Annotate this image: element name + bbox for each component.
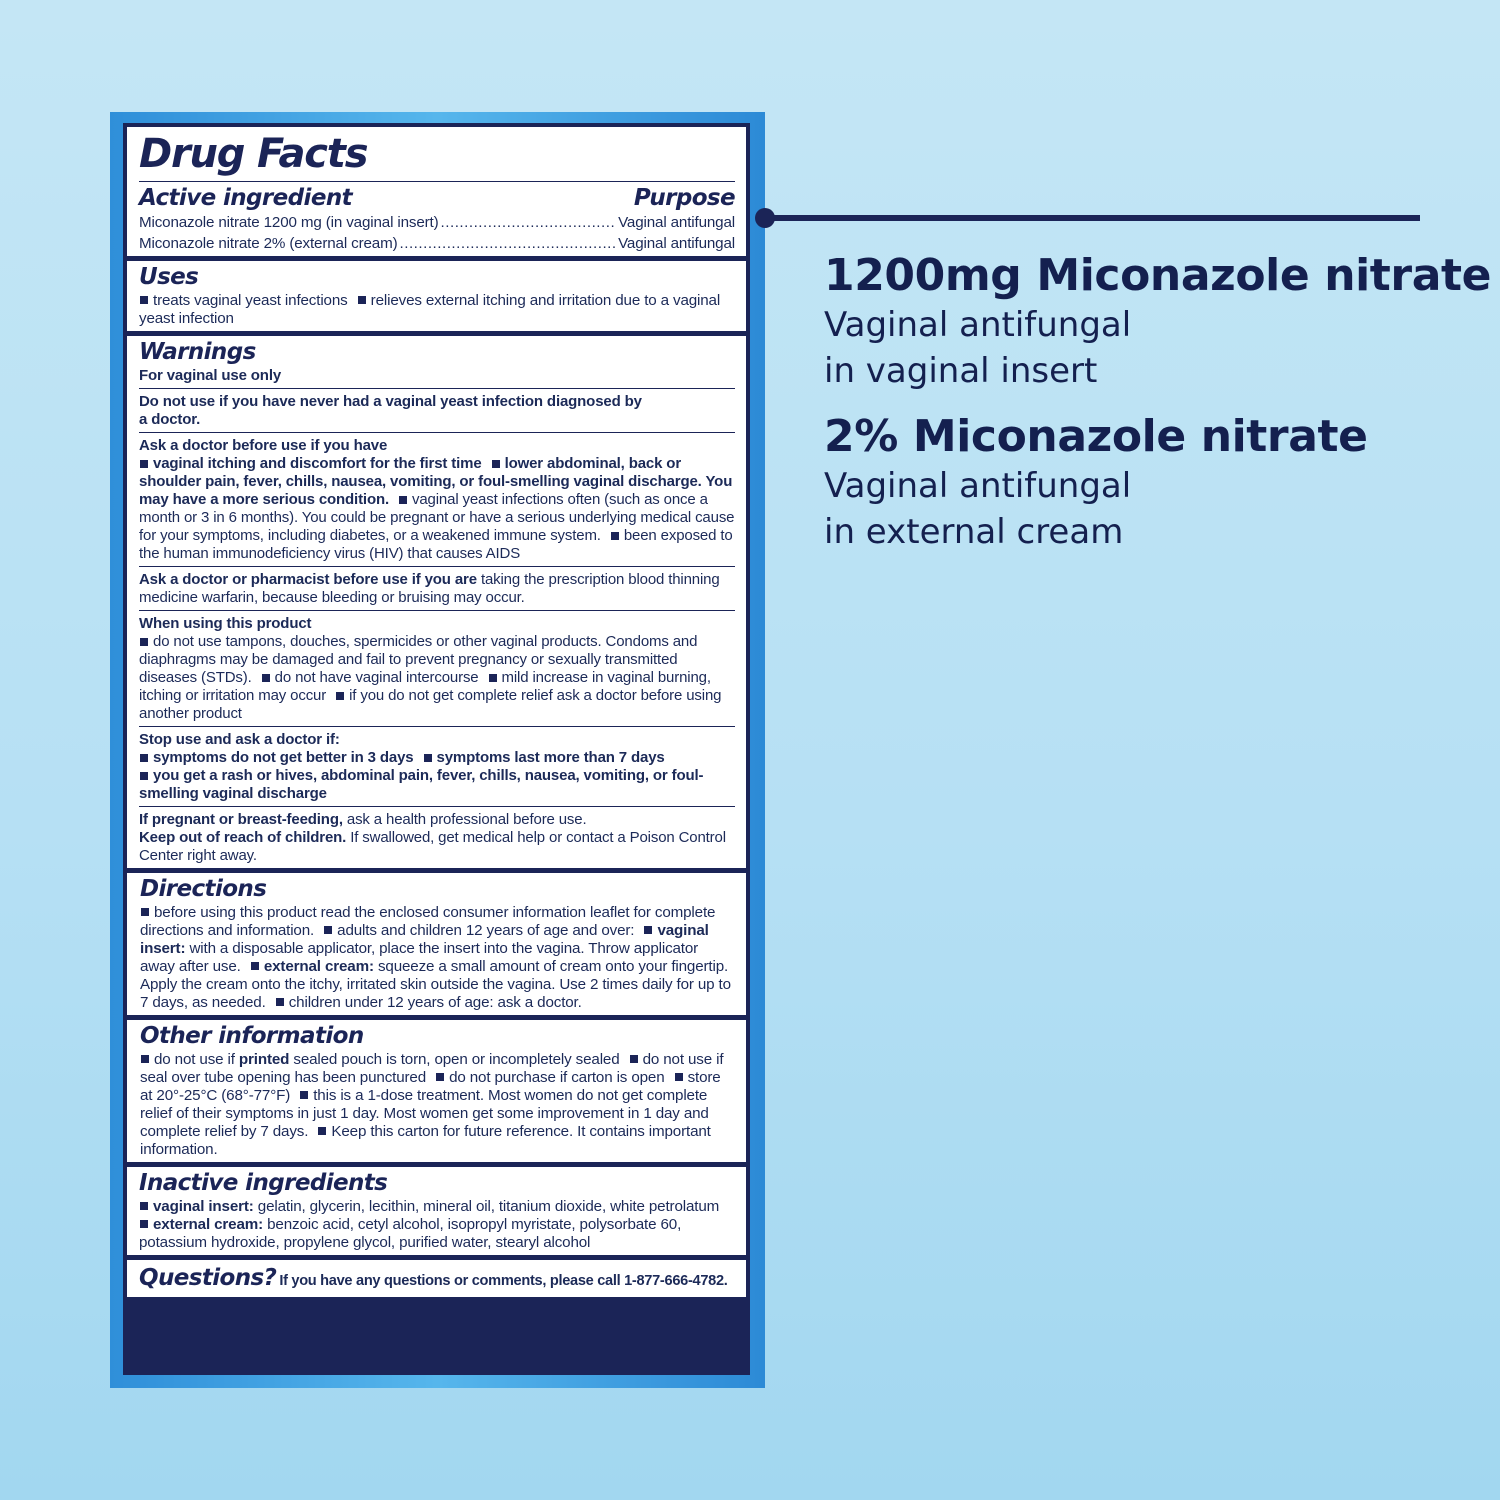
bullet-icon — [318, 1127, 326, 1135]
direction-item: before using this product read the enclosed consumer information leaflet for complete directions and information. — [140, 904, 716, 939]
bullet-icon — [140, 638, 148, 646]
bullet-icon — [141, 1055, 149, 1063]
leader-dots — [441, 214, 617, 232]
ask-doctor-item: vaginal itching and discomfort for the first time — [153, 455, 482, 472]
other-item: do not use if seal over tube opening has been punctured — [140, 1051, 724, 1086]
keep-out-block — [139, 829, 735, 865]
bullet-icon — [140, 1220, 148, 1228]
claim-cream — [824, 411, 1368, 555]
divider — [139, 432, 735, 433]
warnings-section — [127, 336, 746, 868]
other-item: sealed pouch is torn, open or incompletely sealed — [293, 1051, 620, 1068]
direction-item: with a disposable applicator, place the insert into the vagina. Throw applicator away after use. — [140, 940, 699, 975]
inactive-ingredients-section — [127, 1167, 746, 1255]
when-using-item: mild increase in vaginal burning, itching or irritation may occur — [139, 669, 711, 704]
inactive-text: benzoic acid, cetyl alcohol, isopropyl myristate, polysorbate 60, potassium hydroxide, propylene glycol, purified water, stearyl alcohol — [139, 1216, 682, 1251]
claim-insert — [824, 250, 1491, 394]
directions-section — [127, 873, 746, 1015]
uses-section — [127, 261, 746, 331]
active-ingredient-header — [139, 184, 735, 213]
claim-line: in vaginal insert — [824, 351, 1098, 391]
claim-headline: 1200mg Miconazole nitrate — [824, 250, 1492, 301]
other-item-bold: printed — [238, 1051, 290, 1068]
when-using-heading: When using this product — [139, 615, 312, 632]
uses-heading: Uses — [139, 264, 199, 290]
inactive-label: external cream: — [153, 1216, 264, 1233]
bullet-icon — [644, 926, 652, 934]
bullet-icon — [336, 692, 344, 700]
divider — [139, 806, 735, 807]
active-ingredient-section — [127, 127, 746, 256]
bullet-icon — [675, 1073, 683, 1081]
keep-out-heading: Keep out of reach of children. — [139, 829, 347, 846]
stop-use-heading: Stop use and ask a doctor if: — [139, 731, 340, 748]
bullet-icon — [324, 926, 332, 934]
vaginal-use-only: For vaginal use only — [139, 367, 282, 384]
other-item: do not use if — [154, 1051, 235, 1068]
divider — [139, 610, 735, 611]
other-item: do not purchase if carton is open — [449, 1069, 665, 1086]
bullet-icon — [358, 296, 366, 304]
claim-line: Vaginal antifungal — [824, 305, 1132, 345]
stop-use-item: symptoms last more than 7 days — [436, 749, 665, 766]
ingredient-name: Miconazole nitrate 2% (external cream) — [139, 235, 398, 252]
use-item: relieves external itching and irritation due to a vaginal yeast infection — [139, 292, 721, 327]
bullet-icon — [399, 496, 407, 504]
claim-headline: 2% Miconazole nitrate — [824, 411, 1368, 462]
when-using-item: do not use tampons, douches, spermicides or other vaginal products. Condoms and diaphragms may be damaged and fail to prevent pregnancy or sexually transmitted diseases (STDs). — [139, 633, 698, 686]
direction-item: adults and children 12 years of age and over: — [337, 922, 635, 939]
other-item: Keep this carton for future reference. — [331, 1123, 574, 1140]
ingredient-purpose: Vaginal antifungal — [618, 214, 735, 231]
bullet-icon — [300, 1091, 308, 1099]
ask-doctor-item: been exposed to the human immunodeficiency virus (HIV) that causes AIDS — [139, 527, 733, 562]
pregnancy-heading: If pregnant or breast-feeding, — [139, 811, 343, 828]
purpose-heading: Purpose — [633, 185, 735, 211]
direction-item: children under 12 years of age: ask a doctor. — [288, 994, 582, 1011]
when-using-block — [139, 615, 735, 723]
active-ingredient-heading: Active ingredient — [139, 185, 352, 211]
ingredient-name: Miconazole nitrate 1200 mg (in vaginal insert) — [139, 214, 439, 231]
drug-facts-frame — [110, 112, 765, 1388]
claim-line: in external cream — [824, 512, 1124, 552]
other-information-text — [140, 1051, 735, 1159]
questions-section — [127, 1260, 746, 1297]
other-information-section — [127, 1020, 746, 1162]
divider — [139, 726, 735, 727]
pharmacist-heading: Ask a doctor or pharmacist before use if you are — [139, 571, 477, 588]
warnings-heading: Warnings — [139, 339, 256, 365]
stop-use-item: you get a rash or hives, abdominal pain, fever, chills, nausea, vomiting, or foul-smelling vaginal discharge — [139, 767, 704, 802]
ask-doctor-block — [139, 437, 735, 563]
bullet-icon — [262, 674, 270, 682]
when-using-item: do not have vaginal intercourse — [274, 669, 479, 686]
ingredient-purpose: Vaginal antifungal — [618, 235, 735, 252]
callout-dot — [755, 208, 775, 228]
leader-dots — [400, 235, 617, 253]
stop-use-block — [139, 731, 735, 803]
bullet-icon — [140, 296, 148, 304]
divider — [139, 181, 735, 182]
claim-line: Vaginal antifungal — [824, 466, 1132, 506]
drug-facts-panel — [123, 123, 750, 1375]
other-information-heading: Other information — [140, 1023, 364, 1049]
pregnancy-block — [139, 811, 735, 829]
inactive-text: gelatin, glycerin, lecithin, mineral oil, titanium dioxide, white petrolatum — [257, 1198, 720, 1215]
directions-text — [140, 904, 735, 1012]
direction-item: squeeze a small amount of cream onto your fingertip. Apply the cream onto the itchy, irritated skin outside the vagina. Use 2 times daily for up to 7 days, as needed. — [140, 958, 731, 1011]
ingredient-row — [139, 214, 735, 232]
divider — [139, 566, 735, 567]
pregnancy-text: ask a health professional before use. — [346, 811, 587, 828]
questions-text: If you have any questions or comments, please call 1-877-666-4782. — [279, 1273, 728, 1289]
pharmacist-text: taking the prescription blood thinning medicine warfarin, because bleeding or bruising may occur. — [139, 571, 720, 606]
bullet-icon — [140, 460, 148, 468]
ask-doctor-item: vaginal yeast infections often (such as once a month or 3 in 6 months). You could be pregnant or have a serious underlying medical cause for your symptoms, including diabetes, or a weakened immune system. — [139, 491, 735, 544]
pharmacist-block — [139, 571, 735, 607]
bullet-icon — [141, 908, 149, 916]
do-not-use: Do not use if you have never had a vaginal yeast infection diagnosed by a doctor. — [139, 393, 642, 428]
uses-text — [139, 292, 735, 328]
questions-heading: Questions? — [139, 1265, 277, 1291]
divider — [139, 388, 735, 389]
other-item: this is a 1-dose treatment. Most women do not get complete relief of their symptoms in just 1 day. Most women get some improvement in 1 day and complete relief by 7 days. — [140, 1087, 709, 1140]
bullet-icon — [140, 754, 148, 762]
keep-out-text: If swallowed, get medical help or contact a Poison Control Center right away. — [139, 829, 726, 864]
when-using-item: if you do not get complete relief ask a doctor before using another product — [139, 687, 722, 722]
direction-label: vaginal insert: — [140, 922, 709, 957]
ingredient-row — [139, 235, 735, 253]
use-item: treats vaginal yeast infections — [153, 292, 348, 309]
other-item: It contains important information. — [140, 1123, 711, 1158]
bullet-icon — [251, 962, 259, 970]
drug-facts-title: Drug Facts — [139, 131, 368, 177]
other-item: store at 20°-25°C (68°-77°F) — [140, 1069, 721, 1104]
bullet-icon — [424, 754, 432, 762]
inactive-item — [139, 1216, 735, 1252]
inactive-label: vaginal insert: — [153, 1198, 254, 1215]
directions-heading: Directions — [140, 876, 267, 902]
bullet-icon — [492, 460, 500, 468]
inactive-ingredients-heading: Inactive ingredients — [139, 1170, 388, 1196]
inactive-item — [139, 1198, 735, 1216]
bullet-icon — [436, 1073, 444, 1081]
bullet-icon — [630, 1055, 638, 1063]
bullet-icon — [140, 772, 148, 780]
bullet-icon — [276, 998, 284, 1006]
callout-line — [764, 215, 1420, 221]
bullet-icon — [140, 1202, 148, 1210]
bullet-icon — [489, 674, 497, 682]
ask-doctor-item: lower abdominal, back or shoulder pain, fever, chills, nausea, vomiting, or foul-smelling vaginal discharge. You may have a more serious condition. — [139, 455, 733, 508]
stop-use-item: symptoms do not get better in 3 days — [153, 749, 414, 766]
bullet-icon — [611, 532, 619, 540]
direction-label: external cream: — [263, 958, 374, 975]
ask-doctor-heading: Ask a doctor before use if you have — [139, 437, 388, 454]
